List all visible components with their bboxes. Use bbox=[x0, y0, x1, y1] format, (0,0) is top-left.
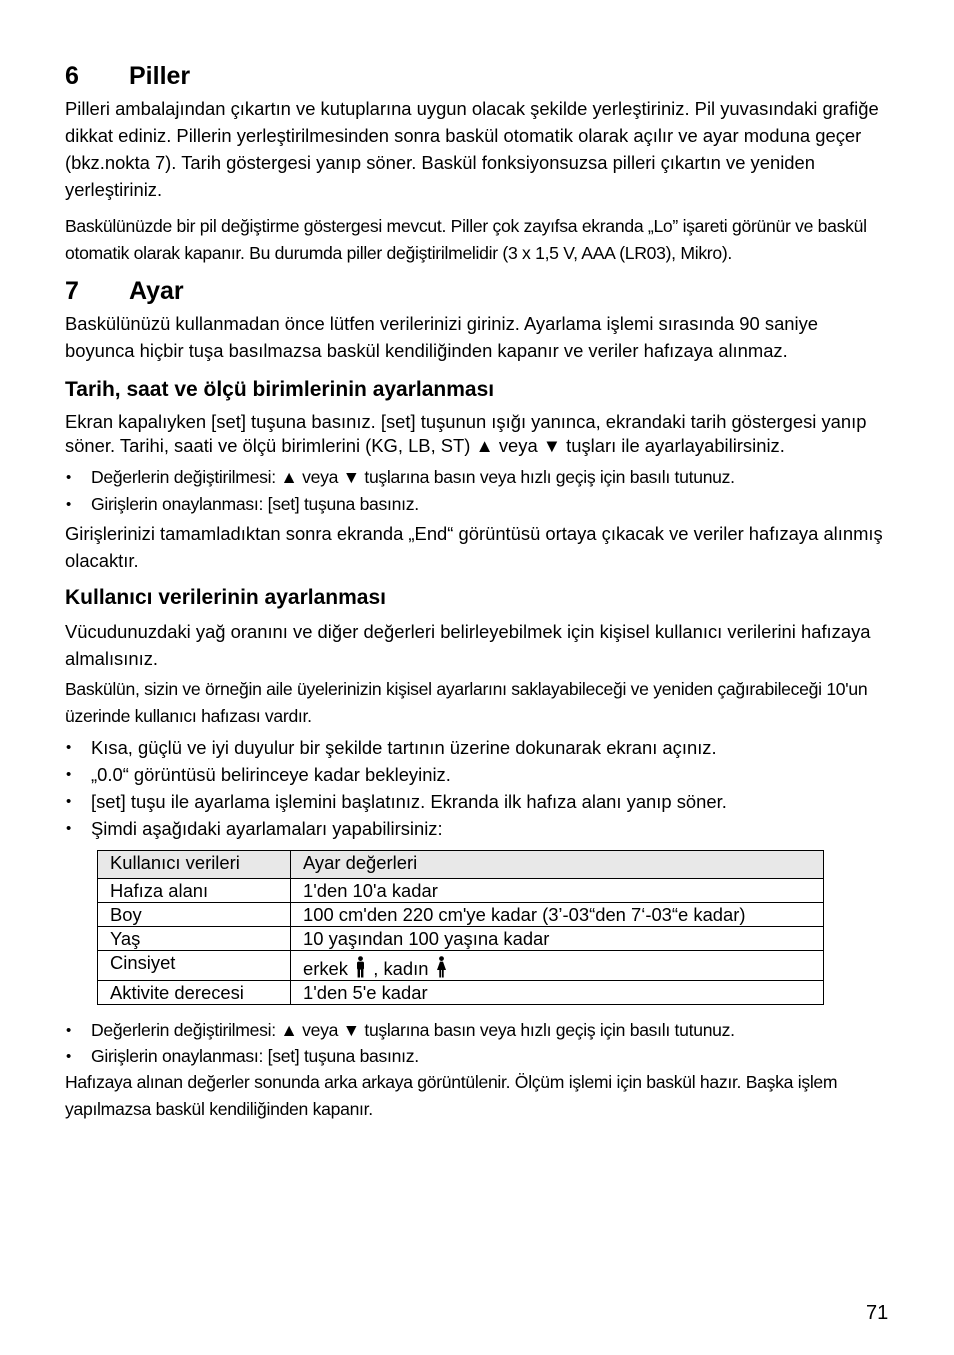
table-cell: Hafıza alanı bbox=[98, 879, 291, 903]
paragraph: Ekran kapalıyken [set] tuşuna basınız. [set] tuşunun ışığı yanınca, ekrandaki tarih göstergesi yanıp söner. Tarihi, saati ve ölçü birimlerini (KG, LB, ST) ▲ veya ▼ tuşları ile ayarlayabilirsiniz. bbox=[65, 411, 867, 456]
paragraph: Baskülünüzde bir pil değiştirme göstergesi mevcut. Piller çok zayıfsa ekranda „Lo” işareti görünür ve baskül otomatik olarak kapanır. Bu durumda piller değiştirilmelidir (3 x 1,5 V, AAA (LR03), Mikro). bbox=[65, 216, 867, 263]
bullet-list bbox=[65, 464, 890, 518]
paragraph: Vücudunuzdaki yağ oranını ve diğer değerleri belirleyebilmek için kişisel kullanıcı verilerini hafızaya almalısınız. bbox=[65, 621, 871, 669]
table-cell bbox=[291, 951, 824, 981]
paragraph: Baskülün, sizin ve örneğin aile üyelerinizin kişisel ayarlarını saklayabileceği ve yeniden çağırabileceği 10'un üzerinde kullanıcı hafızası vardır. bbox=[65, 679, 868, 726]
table-cell: 1'den 5'e kadar bbox=[291, 981, 824, 1005]
paragraph: Hafızaya alınan değerler sonunda arka arkaya görüntülenir. Ölçüm işlemi için baskül hazır. Başka işlem yapılmazsa baskül kendiliğinden kapanır. bbox=[65, 1072, 838, 1119]
gender-female-label: , kadın bbox=[373, 958, 429, 979]
bullet-list bbox=[65, 1017, 890, 1069]
list-item: • „0.0“ görüntüsü belirinceye kadar bekleyiniz. bbox=[65, 761, 890, 788]
table-cell: 1'den 10'a kadar bbox=[291, 879, 824, 903]
table-cell: 10 yaşından 100 yaşına kadar bbox=[291, 927, 824, 951]
section-number: 7 bbox=[65, 277, 79, 305]
table-cell: Boy bbox=[98, 903, 291, 927]
section-7-heading bbox=[65, 277, 890, 306]
page-number: 71 bbox=[866, 1302, 889, 1324]
paragraph: Pilleri ambalajından çıkartın ve kutuplarına uygun olacak şekilde yerleştiriniz. Pil yuvasındaki grafiğe dikkat ediniz. Pillerin yerleştirilmesinden sonra baskül otomatik olarak açılır ve ayar moduna geçer (bkz.nokta 7). Tarih göstergesi yanıp söner. Baskül fonksiyonsuzsa pilleri çıkartın ve yeniden yerleştiriniz. bbox=[65, 98, 879, 200]
section-title: Ayar bbox=[129, 277, 184, 305]
subsection-heading: Tarih, saat ve ölçü birimlerinin ayarlanması bbox=[65, 378, 495, 401]
female-person-icon bbox=[436, 956, 447, 978]
list-item: • Değerlerin değiştirilmesi: ▲ veya ▼ tuşlarına basın veya hızlı geçiş için basılı tutunuz. bbox=[65, 1017, 890, 1044]
table-row bbox=[98, 903, 824, 927]
list-item: • Şimdi aşağıdaki ayarlamaları yapabilirsiniz: bbox=[65, 815, 890, 842]
bullet-list bbox=[65, 734, 890, 842]
table-row bbox=[98, 879, 824, 903]
gender-male-label: erkek bbox=[303, 958, 348, 979]
list-item: • Değerlerin değiştirilmesi: ▲ veya ▼ tuşlarına basın veya hızlı geçiş için basılı tutunuz. bbox=[65, 464, 890, 491]
subsection-heading: Kullanıcı verilerinin ayarlanması bbox=[65, 586, 386, 609]
list-item: • [set] tuşu ile ayarlama işlemini başlatınız. Ekranda ilk hafıza alanı yanıp söner. bbox=[65, 788, 890, 815]
manual-page bbox=[65, 62, 890, 1127]
male-person-icon bbox=[355, 956, 366, 978]
table-cell: Yaş bbox=[98, 927, 291, 951]
table-cell: 100 cm'den 220 cm'ye kadar (3’-03“den 7‘-03“e kadar) bbox=[291, 903, 824, 927]
list-item: • Girişlerin onaylanması: [set] tuşuna basınız. bbox=[65, 491, 890, 518]
table-cell: Aktivite derecesi bbox=[98, 981, 291, 1005]
table-header-cell: Ayar değerleri bbox=[291, 851, 824, 879]
paragraph: Baskülünüzü kullanmadan önce lütfen verilerinizi giriniz. Ayarlama işlemi sırasında 90 saniye boyunca hiçbir tuşa basılmazsa baskül kendiliğinden kapanır ve veriler hafızaya alınmaz. bbox=[65, 313, 819, 361]
table-row bbox=[98, 951, 824, 981]
user-data-table bbox=[97, 850, 824, 1005]
table-header-row bbox=[98, 851, 824, 879]
table-cell: Cinsiyet bbox=[98, 951, 291, 981]
table-row bbox=[98, 981, 824, 1005]
section-number: 6 bbox=[65, 62, 79, 90]
list-item: • Kısa, güçlü ve iyi duyulur bir şekilde tartının üzerine dokunarak ekranı açınız. bbox=[65, 734, 890, 761]
list-item: • Girişlerin onaylanması: [set] tuşuna basınız. bbox=[65, 1044, 890, 1069]
section-6-heading bbox=[65, 62, 890, 91]
section-title: Piller bbox=[129, 62, 191, 90]
table-row bbox=[98, 927, 824, 951]
paragraph: Girişlerinizi tamamladıktan sonra ekranda „End“ görüntüsü ortaya çıkacak ve veriler hafızaya alınmış olacaktır. bbox=[65, 523, 883, 571]
table-header-cell: Kullanıcı verileri bbox=[98, 851, 291, 879]
